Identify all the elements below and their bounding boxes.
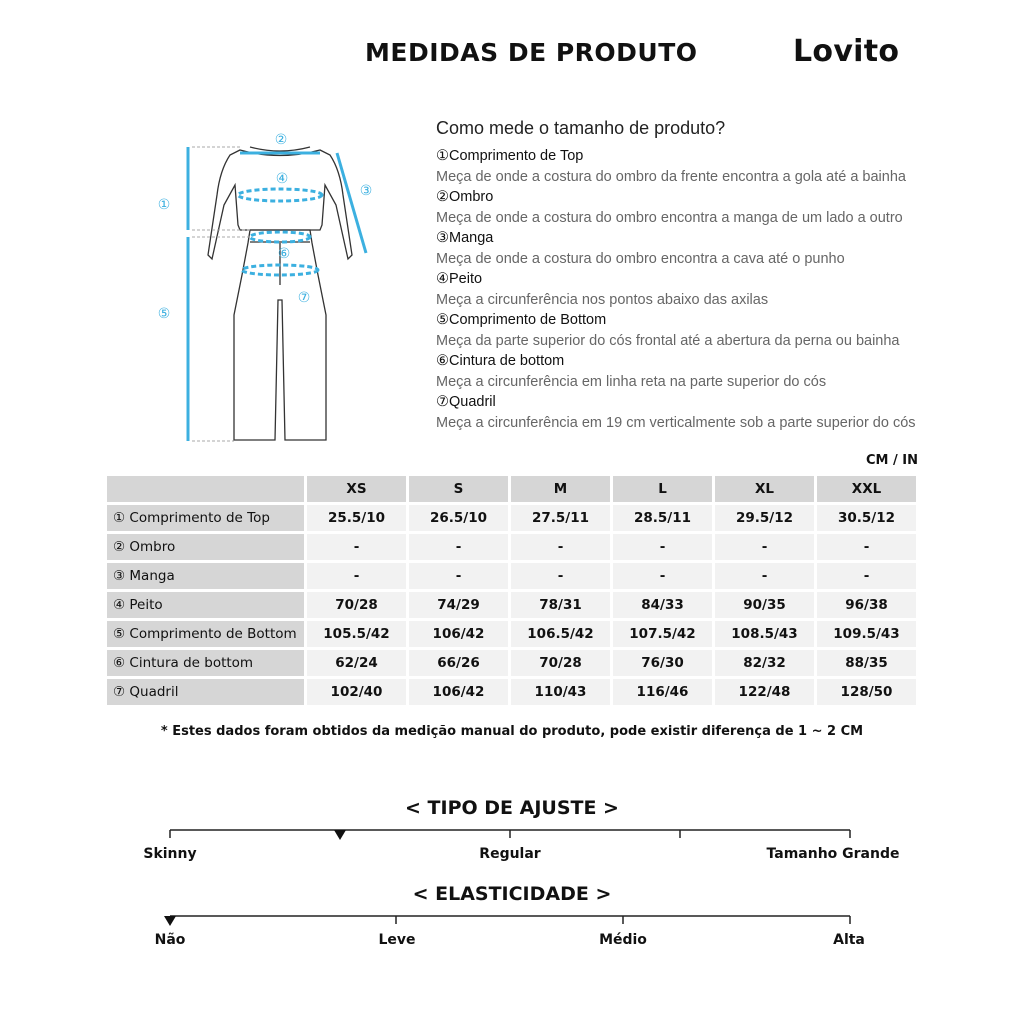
size-header: XL (715, 476, 814, 502)
table-cell: - (817, 563, 916, 589)
brand-logo: Lovito (793, 34, 900, 69)
garment-diagram (140, 125, 385, 450)
fit-indicator (334, 830, 346, 840)
table-cell: 30.5/12 (817, 505, 916, 531)
instruction-desc: Meça a circunferência em 19 cm verticalmente sob a parte superior do cós (436, 414, 916, 431)
table-cell: 116/46 (613, 679, 712, 705)
table-cell: 107.5/42 (613, 621, 712, 647)
measure-chest (238, 189, 322, 201)
row-label: ⑥ Cintura de bottom (107, 650, 304, 676)
size-header-row (107, 476, 916, 502)
size-header: M (511, 476, 610, 502)
table-cell: 82/32 (715, 650, 814, 676)
instruction-desc: Meça da parte superior do cós frontal até a abertura da perna ou bainha (436, 332, 900, 349)
table-cell: - (409, 563, 508, 589)
table-cell: 90/35 (715, 592, 814, 618)
measurement-note: * Estes dados foram obtidos da medição manual do produto, pode existir diferença de 1 ~ 2 CM (160, 724, 864, 739)
table-cell: 76/30 (613, 650, 712, 676)
row-label: ⑦ Quadril (107, 679, 304, 705)
table-cell: 108.5/43 (715, 621, 814, 647)
measure-howto-heading: Como mede o tamanho de produto? (436, 118, 726, 138)
table-cell: 128/50 (817, 679, 916, 705)
table-cell: - (715, 534, 814, 560)
table-cell: 88/35 (817, 650, 916, 676)
table-cell: 122/48 (715, 679, 814, 705)
size-header: XS (307, 476, 406, 502)
instruction-title: ⑦Quadril (436, 394, 496, 410)
table-row (107, 592, 916, 618)
marker-7: ⑦ (297, 290, 311, 306)
table-cell: 84/33 (613, 592, 712, 618)
table-cell: 28.5/11 (613, 505, 712, 531)
size-header: L (613, 476, 712, 502)
table-cell: 66/26 (409, 650, 508, 676)
instruction-desc: Meça de onde a costura do ombro encontra a manga de um lado a outro (436, 209, 903, 226)
measure-sleeve (337, 153, 366, 253)
fit-label-oversize: Tamanho Grande (766, 846, 900, 862)
measure-instructions-list (436, 146, 996, 433)
instruction-title: ①Comprimento de Top (436, 148, 584, 164)
fit-label-regular: Regular (479, 846, 541, 862)
table-row (107, 563, 916, 589)
elasticity-label-high: Alta (833, 932, 865, 948)
marker-4: ④ (275, 171, 289, 187)
table-cell: 74/29 (409, 592, 508, 618)
instruction-desc: Meça de onde a costura do ombro da frente encontra a gola até a bainha (436, 168, 906, 185)
instruction-desc: Meça a circunferência em linha reta na parte superior do cós (436, 373, 827, 390)
row-label: ③ Manga (107, 563, 304, 589)
table-cell: - (613, 534, 712, 560)
instruction-desc: Meça a circunferência nos pontos abaixo das axilas (436, 291, 769, 308)
marker-3: ③ (359, 183, 373, 199)
table-cell: 106.5/42 (511, 621, 610, 647)
table-cell: - (409, 534, 508, 560)
elasticity-indicator (164, 916, 176, 926)
table-cell: 70/28 (307, 592, 406, 618)
table-cell: - (511, 534, 610, 560)
table-cell: 106/42 (409, 621, 508, 647)
table-cell: 70/28 (511, 650, 610, 676)
table-cell: 26.5/10 (409, 505, 508, 531)
table-cell: - (307, 534, 406, 560)
table-cell: 62/24 (307, 650, 406, 676)
table-cell: - (307, 563, 406, 589)
row-label: ② Ombro (107, 534, 304, 560)
instruction-title: ②Ombro (436, 189, 494, 205)
row-label: ⑤ Comprimento de Bottom (107, 621, 304, 647)
elasticity-label-light: Leve (378, 932, 416, 948)
marker-5: ⑤ (157, 306, 171, 322)
instruction-title: ⑤Comprimento de Bottom (436, 312, 607, 328)
instruction-title: ④Peito (436, 271, 483, 287)
instruction-title: ③Manga (436, 230, 494, 246)
table-row (107, 679, 916, 705)
marker-1: ① (157, 197, 171, 213)
table-cell: - (613, 563, 712, 589)
table-row (107, 505, 916, 531)
table-cell: 29.5/12 (715, 505, 814, 531)
marker-6: ⑥ (277, 246, 291, 262)
fit-scale (160, 822, 860, 844)
table-cell: 25.5/10 (307, 505, 406, 531)
row-label: ④ Peito (107, 592, 304, 618)
table-cell: 78/31 (511, 592, 610, 618)
table-cell: 102/40 (307, 679, 406, 705)
table-cell: 109.5/43 (817, 621, 916, 647)
table-row (107, 650, 916, 676)
table-cell: 27.5/11 (511, 505, 610, 531)
table-row (107, 621, 916, 647)
instruction-title: ⑥Cintura de bottom (436, 353, 565, 369)
table-corner (107, 476, 304, 502)
size-header: S (409, 476, 508, 502)
table-cell: 105.5/42 (307, 621, 406, 647)
table-cell: 110/43 (511, 679, 610, 705)
elasticity-heading: < ELASTICIDADE > (412, 883, 612, 905)
marker-2: ② (274, 132, 288, 148)
table-row (107, 534, 916, 560)
row-label: ① Comprimento de Top (107, 505, 304, 531)
fit-label-skinny: Skinny (143, 846, 197, 862)
table-cell: - (715, 563, 814, 589)
fit-heading: < TIPO DE AJUSTE > (405, 797, 619, 819)
unit-label: CM / IN (866, 453, 918, 468)
table-cell: - (511, 563, 610, 589)
table-cell: 106/42 (409, 679, 508, 705)
measure-waist (250, 232, 310, 242)
size-table (104, 473, 919, 708)
elasticity-label-none: Não (154, 932, 186, 948)
table-cell: - (817, 534, 916, 560)
elasticity-label-medium: Médio (599, 932, 647, 948)
instruction-desc: Meça de onde a costura do ombro encontra a cava até o punho (436, 250, 845, 267)
table-cell: 96/38 (817, 592, 916, 618)
elasticity-scale (160, 908, 860, 930)
page-title: MEDIDAS DE PRODUTO (365, 38, 698, 67)
size-header: XXL (817, 476, 916, 502)
